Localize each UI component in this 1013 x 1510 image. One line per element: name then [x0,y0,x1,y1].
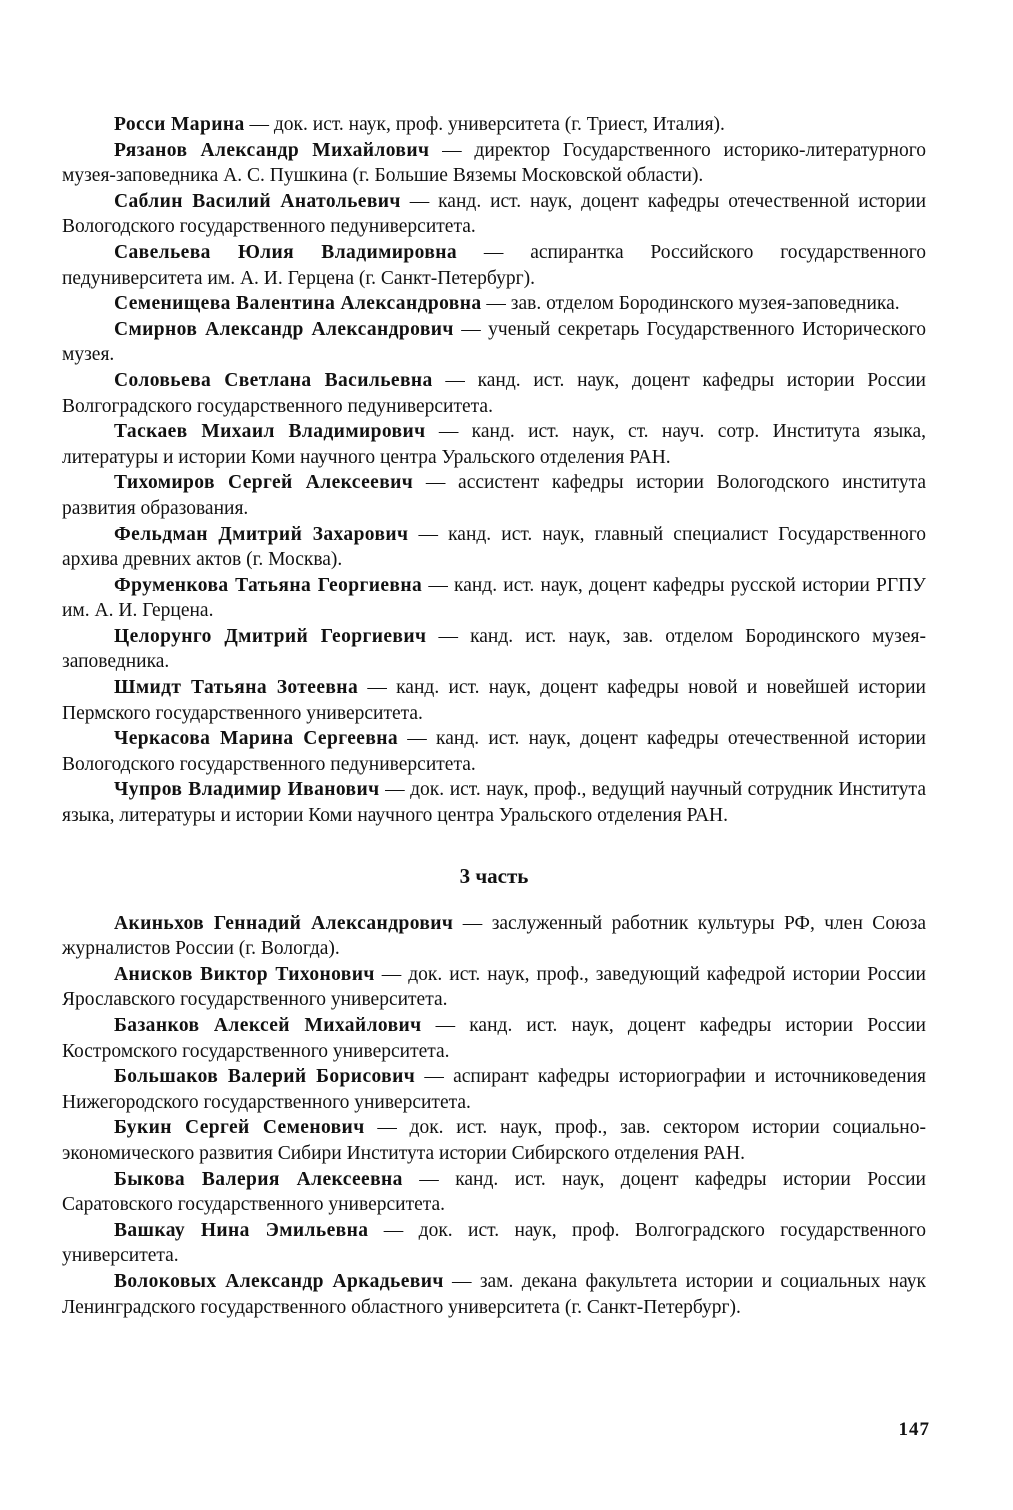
entry-name: Акиньхов Геннадий Александрович [114,912,454,934]
list-item [62,726,926,777]
entry-name: Вашкау Нина Эмильевна [114,1219,369,1241]
entry-name: Фельдман Дмитрий Захарович [114,523,409,545]
list-item [62,470,926,521]
entry-name: Букин Сергей Семенович [114,1117,365,1139]
entry-description: — канд. ист. наук, доцент кафедры истории России Волгоградского государственного педуниверситета. [62,369,926,417]
list-item [62,240,926,291]
entry-description: — канд. ист. наук, зав. отделом Бородинского музея-заповедника. [62,625,926,673]
entry-name: Фруменкова Татьяна Георгиевна [114,574,423,596]
list-item [62,189,926,240]
entry-description: — канд. ист. наук, доцент кафедры истории России Саратовского государственного университета. [62,1168,926,1216]
list-item [62,1064,926,1115]
entry-name: Росси Марина [114,114,245,135]
entry-description: — аспирант кафедры историографии и источниковедения Нижегородского государственного университета. [62,1066,926,1113]
entry-name: Анисков Виктор Тихонович [114,963,375,985]
list-item [62,624,926,675]
list-item [62,1115,926,1166]
list-item [62,291,926,317]
section-heading: 3 часть [459,863,529,888]
entry-name: Черкасова Марина Сергеевна [114,728,399,750]
entry-name: Таскаев Михаил Владимирович [114,421,426,443]
page-body [62,112,926,1320]
entry-description: — док. ист. наук, проф., заведующий кафедрой истории России Ярославского государственного университета. [62,963,926,1011]
entry-description: — док. ист. наук, проф., ведущий научный сотрудник Института языка, литературы и истории Коми научного центра Уральского отделения РАН. [62,779,926,827]
list-item [62,112,926,138]
entry-description: — док. ист. наук, проф., зав. сектором истории социально-экономического развития Сибири Института истории Сибирского отделения РАН. [62,1117,926,1164]
entry-name: Целорунго Дмитрий Георгиевич [114,625,427,647]
list-item [62,138,926,189]
entry-description: — канд. ист. наук, ст. науч. сотр. Института языка, литературы и истории Коми научного центра Уральского отделения РАН. [62,421,926,468]
entry-name: Чупров Владимир Иванович [114,779,380,801]
entry-description: — ученый секретарь Государственного Исторического музея. [62,318,926,366]
entry-description: — док. ист. наук, проф. Волгоградского государственного университета. [62,1219,926,1267]
entry-name: Рязанов Александр Михайлович [114,139,430,161]
entry-name: Семенищева Валентина Александровна [114,293,482,315]
list-item [62,317,926,368]
entry-description: — директор Государственного историко-литературного музея-заповедника А. С. Пушкина (г. Большие Вяземы Московской области). [62,139,926,187]
entry-description: — аспирантка Российского государственного педуниверситета им. А. И. Герцена (г. Санкт-Петербург). [62,241,926,289]
entry-name: Саблин Василий Анатольевич [114,190,401,212]
entry-name: Тихомиров Сергей Алексеевич [114,472,414,494]
list-item [62,911,926,962]
entry-description: — зам. декана факультета истории и социальных наук Ленинградского государственного областного университета (г. Санкт-Петербург). [62,1270,926,1318]
list-item [62,675,926,726]
list-item [62,777,926,828]
entries-list-part-2 [62,112,926,829]
entry-description: — канд. ист. наук, доцент кафедры истории России Костромского государственного университета. [62,1015,926,1062]
list-item [62,419,926,470]
entry-name: Соловьева Светлана Васильевна [114,369,433,391]
entry-description: — канд. ист. наук, главный специалист Государственного архива древних актов (г. Москва). [62,523,927,571]
entry-name: Смирнов Александр Александрович [114,318,454,340]
list-item [62,368,926,419]
list-item [62,962,926,1013]
entry-description: — ассистент кафедры истории Вологодского института развития образования. [62,472,926,519]
entry-description: — канд. ист. наук, доцент кафедры отечественной истории Вологодского государственного педуниверситета. [62,728,926,775]
entry-description: — канд. ист. наук, доцент кафедры отечественной истории Вологодского государственного педуниверситета. [62,190,927,238]
entry-description: — заслуженный работник культуры РФ, член Союза журналистов России (г. Вологда). [62,912,926,960]
list-item [62,522,926,573]
entry-description: — канд. ист. наук, доцент кафедры русской истории РГПУ им. А. И. Герцена. [62,574,926,622]
entries-list-part-3 [62,911,926,1321]
entry-name: Быкова Валерия Алексеевна [114,1168,403,1190]
page-number: 147 [898,1419,930,1440]
entry-name: Большаков Валерий Борисович [114,1066,416,1088]
list-item [62,1167,926,1218]
entry-name: Волоковых Александр Аркадьевич [114,1270,444,1292]
list-item [62,1269,926,1320]
entry-name: Базанков Алексей Михайлович [114,1015,422,1036]
list-item [62,573,926,624]
list-item [62,1013,926,1064]
entry-description: — канд. ист. наук, доцент кафедры новой и новейшей истории Пермского государственного университета. [62,677,926,724]
entry-description: — зав. отделом Бородинского музея-заповедника. [481,293,900,315]
entry-description: — док. ист. наук, проф. университета (г. Триест, Италия). [244,114,725,135]
list-item [62,1218,926,1269]
entry-name: Шмидт Татьяна Зотеевна [114,677,359,699]
entry-name: Савельева Юлия Владимировна [114,241,458,263]
